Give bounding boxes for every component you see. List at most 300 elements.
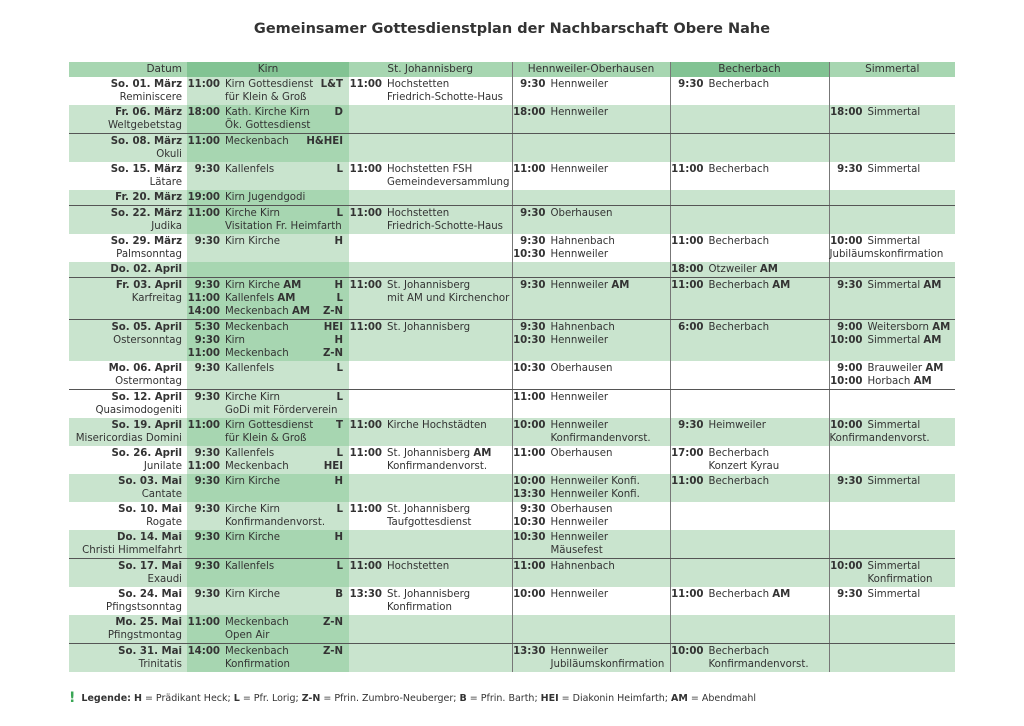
service-location-text: Meckenbach: [225, 136, 289, 147]
hennweiler-oberhausen-cell: [512, 162, 670, 190]
service-location: [863, 235, 956, 248]
service-entry: [349, 447, 512, 460]
service-location-text: Gemeindeversammlung: [387, 177, 510, 188]
service-time: 10:00: [671, 646, 704, 657]
date-label: So. 03. Mai: [118, 476, 182, 487]
communion-marker: AM: [932, 322, 951, 333]
service-location: [863, 419, 956, 432]
service-location-text: Jubiläumskonfirmation: [550, 659, 665, 670]
table-row: [69, 134, 955, 163]
service-location-text: Simmertal: [867, 420, 921, 431]
service-entry: [671, 658, 829, 671]
service-location: [220, 616, 323, 629]
table-row: [69, 320, 955, 362]
service-location-text: Kallenfels: [225, 363, 275, 374]
service-time: 10:30: [513, 249, 546, 260]
service-entry: [187, 616, 349, 629]
service-time: 9:30: [194, 236, 220, 247]
service-location-text: Becherbach: [708, 646, 770, 657]
service-time: 10:00: [830, 376, 863, 387]
communion-marker: AM: [291, 306, 310, 317]
service-location-text: Hennweiler: [550, 79, 609, 90]
liturgical-day: Junilate: [143, 461, 182, 472]
service-location-text: Kirche Kirn: [225, 392, 281, 403]
becherbach-cell: [670, 446, 829, 474]
simmertal-cell: [829, 390, 955, 419]
page-title: Gemeinsamer Gottesdienstplan der Nachbarschaft Obere Nahe: [253, 21, 771, 37]
date-label: So. 15. März: [110, 164, 182, 175]
service-location: [220, 119, 343, 132]
service-location-text: Oberhausen: [550, 448, 613, 459]
date-cell: [69, 390, 187, 419]
service-location-text: Oberhausen: [550, 208, 613, 219]
service-entry: [349, 163, 512, 176]
date-cell: [69, 615, 187, 644]
service-location: [220, 645, 323, 658]
date-label: Fr. 06. März: [115, 107, 182, 118]
service-entry: [187, 119, 349, 132]
st-johannisberg-cell: [349, 474, 512, 502]
pastor-code: HEI: [323, 461, 343, 472]
service-location-text: Ök. Gottesdienst: [225, 120, 311, 131]
date-cell: [69, 262, 187, 278]
service-location-text: St. Johannisberg: [387, 504, 471, 515]
service-location-text: Konfirmandenvorst.: [550, 433, 651, 444]
service-location: [220, 362, 337, 375]
service-time: 11:00: [187, 348, 220, 359]
service-location-text: Becherbach: [708, 448, 770, 459]
table-row: [69, 105, 955, 134]
becherbach-cell: [670, 320, 829, 362]
service-location: [220, 347, 323, 360]
service-location: [863, 588, 956, 601]
becherbach-cell: [670, 474, 829, 502]
legend-code: B: [459, 693, 467, 704]
service-location-text: Friedrich-Schotte-Haus: [387, 221, 503, 232]
liturgical-day: Lätare: [149, 177, 182, 188]
service-time: 11:00: [671, 280, 704, 291]
becherbach-cell: [670, 234, 829, 262]
st-johannisberg-cell: [349, 502, 512, 530]
date-label: So. 26. April: [111, 448, 182, 459]
table-row: [69, 190, 955, 206]
header-st-johannisberg: St. Johannisberg: [349, 62, 512, 77]
header-simmertal: Simmertal: [829, 62, 955, 77]
date-label: So. 19. April: [111, 420, 182, 431]
service-time: 18:00: [830, 107, 863, 118]
service-location-text: Kirn Kirche: [225, 280, 281, 291]
pastor-code: [343, 404, 349, 417]
hennweiler-oberhausen-cell: [512, 105, 670, 134]
service-location: [220, 629, 343, 642]
date-label: So. 31. Mai: [118, 646, 182, 657]
service-time: 11:00: [513, 164, 546, 175]
pastor-code: [343, 629, 349, 642]
table-row: [69, 530, 955, 559]
service-location-text: Oberhausen: [550, 504, 613, 515]
becherbach-cell: [670, 206, 829, 235]
service-time: 9:30: [837, 476, 863, 487]
simmertal-cell: [829, 418, 955, 446]
service-location: [546, 419, 670, 432]
service-entry: [830, 235, 956, 248]
service-entry: [187, 191, 349, 204]
becherbach-cell: [670, 105, 829, 134]
service-entry: [671, 475, 829, 488]
service-time: 9:00: [837, 322, 863, 333]
legend-code: AM: [671, 693, 688, 704]
service-entry: [513, 475, 670, 488]
service-location: [863, 334, 956, 347]
service-location: [546, 207, 670, 220]
service-location-text: Simmertal: [867, 589, 921, 600]
liturgical-day: Karfreitag: [131, 293, 182, 304]
date-cell: [69, 162, 187, 190]
service-location: [220, 419, 336, 432]
service-location-text: für Klein & Groß: [225, 433, 307, 444]
simmertal-cell: [829, 262, 955, 278]
service-time: 11:00: [187, 420, 220, 431]
hennweiler-oberhausen-cell: [512, 390, 670, 419]
service-location-text: Hennweiler: [550, 249, 609, 260]
service-location: [220, 391, 337, 404]
service-entry: [349, 588, 512, 601]
service-entry: [187, 531, 349, 544]
service-location-text: Hennweiler: [550, 420, 609, 431]
pastor-code: [343, 91, 349, 104]
becherbach-cell: [670, 587, 829, 615]
legend-code: Z-N: [301, 693, 321, 704]
service-time: 10:00: [830, 420, 863, 431]
service-time: 10:00: [513, 420, 546, 431]
legend-description: = Abendmahl: [687, 693, 757, 704]
service-time: 9:30: [194, 589, 220, 600]
legend-label: Legende:: [81, 693, 131, 704]
service-time: 9:30: [837, 589, 863, 600]
service-location: [863, 362, 956, 375]
service-location: [546, 560, 670, 573]
pastor-code: L: [336, 363, 343, 374]
service-location: [220, 404, 343, 417]
date-label: So. 01. März: [110, 79, 182, 90]
hennweiler-oberhausen-cell: [512, 206, 670, 235]
pastor-code: B: [335, 589, 343, 600]
service-time: 9:30: [520, 504, 546, 515]
service-time: 9:30: [837, 164, 863, 175]
service-location-text: Kallenfels: [225, 164, 275, 175]
service-time: 10:30: [513, 532, 546, 543]
service-location: [863, 279, 956, 292]
service-time: 11:00: [671, 589, 704, 600]
legend-items: [134, 693, 756, 704]
service-location-text: Simmertal: [867, 236, 921, 247]
communion-marker: AM: [925, 363, 944, 374]
service-location-text: Konfirmation: [225, 659, 290, 670]
header-hennweiler-oberhausen: Hennweiler-Oberhausen: [512, 62, 670, 77]
pastor-code: H: [334, 236, 343, 247]
pastor-code: Z-N: [323, 348, 343, 359]
service-time: 9:30: [520, 322, 546, 333]
service-location: [863, 475, 956, 488]
pastor-code: L: [336, 448, 343, 459]
service-location: [704, 475, 829, 488]
kirn-cell: [187, 418, 349, 446]
date-cell: [69, 530, 187, 559]
service-location: [220, 516, 343, 529]
liturgical-day: Quasimodogeniti: [95, 405, 182, 416]
date-cell: [69, 361, 187, 390]
service-entry: [671, 419, 829, 432]
becherbach-cell: [670, 615, 829, 644]
service-location: [863, 321, 956, 334]
kirn-cell: [187, 77, 349, 105]
hennweiler-oberhausen-cell: [512, 587, 670, 615]
service-location-text: Hochstetten: [387, 208, 450, 219]
service-time: 11:00: [349, 79, 382, 90]
hennweiler-oberhausen-cell: [512, 644, 670, 673]
service-location-text: Simmertal: [867, 107, 921, 118]
pastor-code: Z-N: [323, 646, 343, 657]
service-entry: [187, 334, 349, 347]
date-cell: [69, 418, 187, 446]
becherbach-cell: [670, 418, 829, 446]
service-entry: [187, 235, 349, 248]
date-label: Mo. 25. Mai: [115, 617, 182, 628]
service-time: 9:30: [194, 335, 220, 346]
table-row: [69, 559, 955, 588]
pastor-code: L: [336, 392, 343, 403]
service-time: 9:30: [520, 280, 546, 291]
liturgical-day: Exaudi: [147, 574, 182, 585]
pastor-code: H: [334, 280, 343, 291]
st-johannisberg-cell: [349, 390, 512, 419]
service-time: 11:00: [513, 392, 546, 403]
service-location: [382, 176, 512, 189]
service-location-text: Simmertal: [867, 164, 921, 175]
service-time: 11:00: [187, 208, 220, 219]
service-location-text: Hochstetten: [387, 561, 450, 572]
service-location: [830, 248, 956, 261]
service-time: 9:30: [194, 561, 220, 572]
service-location-text: Hennweiler: [550, 164, 609, 175]
hennweiler-oberhausen-cell: [512, 320, 670, 362]
pastor-code: H&HEI: [306, 136, 343, 147]
service-entry: [830, 334, 956, 347]
service-location: [382, 163, 512, 176]
service-location: [382, 220, 512, 233]
service-location: [863, 573, 956, 586]
service-location-text: Hennweiler: [550, 335, 609, 346]
service-entry: [830, 588, 956, 601]
service-location: [704, 321, 829, 334]
service-entry: [513, 432, 670, 445]
service-entry: [513, 334, 670, 347]
date-label: So. 22. März: [110, 208, 182, 219]
simmertal-cell: [829, 234, 955, 262]
hennweiler-oberhausen-cell: [512, 361, 670, 390]
liturgical-day: Judika: [151, 221, 182, 232]
service-entry: [830, 560, 956, 573]
st-johannisberg-cell: [349, 206, 512, 235]
service-time: 9:30: [194, 448, 220, 459]
service-time: 13:30: [349, 589, 382, 600]
table-row: [69, 418, 955, 446]
service-entry: [513, 106, 670, 119]
st-johannisberg-cell: [349, 190, 512, 206]
service-entry: [513, 658, 670, 671]
table-row: [69, 474, 955, 502]
st-johannisberg-cell: [349, 278, 512, 320]
header-datum: Datum: [69, 62, 187, 77]
service-location: [382, 321, 512, 334]
service-location-text: Visitation Fr. Heimfarth: [225, 221, 342, 232]
date-cell: [69, 77, 187, 105]
service-entry: [349, 601, 512, 614]
simmertal-cell: [829, 77, 955, 105]
service-location: [546, 163, 670, 176]
service-location: [704, 460, 829, 473]
service-location: [546, 279, 670, 292]
service-entry: [671, 460, 829, 473]
service-entry: [349, 176, 512, 189]
service-entry: [671, 321, 829, 334]
service-location-text: Becherbach: [708, 589, 770, 600]
service-time: 11:00: [349, 561, 382, 572]
becherbach-cell: [670, 502, 829, 530]
service-entry: [513, 560, 670, 573]
service-location: [546, 432, 670, 445]
hennweiler-oberhausen-cell: [512, 474, 670, 502]
service-location: [382, 279, 512, 292]
hennweiler-oberhausen-cell: [512, 134, 670, 163]
st-johannisberg-cell: [349, 234, 512, 262]
service-location-text: Hahnenbach: [550, 236, 615, 247]
date-label: Do. 02. April: [110, 264, 182, 275]
pastor-code: HEI: [323, 322, 343, 333]
becherbach-cell: [670, 162, 829, 190]
pastor-code: Z-N: [323, 617, 343, 628]
communion-marker: AM: [611, 280, 630, 291]
service-entry: [187, 419, 349, 432]
service-entry: [349, 503, 512, 516]
service-location: [704, 263, 829, 276]
service-location-text: Hennweiler Konfi.: [550, 489, 640, 500]
service-entry: [513, 645, 670, 658]
service-location-text: Weitersborn: [867, 322, 929, 333]
communion-marker: AM: [923, 335, 942, 346]
date-label: So. 29. März: [110, 236, 182, 247]
service-time: 11:00: [513, 448, 546, 459]
hennweiler-oberhausen-cell: [512, 77, 670, 105]
st-johannisberg-cell: [349, 320, 512, 362]
date-cell: [69, 105, 187, 134]
service-location: [546, 531, 670, 544]
date-label: Fr. 03. April: [115, 280, 182, 291]
service-location-text: Oberhausen: [550, 363, 613, 374]
hennweiler-oberhausen-cell: [512, 418, 670, 446]
service-entry: [349, 207, 512, 220]
hennweiler-oberhausen-cell: [512, 502, 670, 530]
communion-marker: AM: [283, 280, 302, 291]
service-time: 9:30: [520, 236, 546, 247]
kirn-cell: [187, 587, 349, 615]
service-location: [546, 645, 670, 658]
service-location-text: Meckenbach: [225, 348, 289, 359]
service-schedule-table: [69, 62, 955, 672]
service-time: 10:30: [513, 363, 546, 374]
service-entry: [513, 503, 670, 516]
st-johannisberg-cell: [349, 262, 512, 278]
date-cell: [69, 278, 187, 320]
service-location-text: Konfirmation: [867, 574, 933, 585]
service-entry: [187, 447, 349, 460]
service-location: [546, 235, 670, 248]
service-location: [546, 321, 670, 334]
service-location-text: Kirche Kirn: [225, 504, 281, 515]
service-entry: [187, 321, 349, 334]
service-entry: [830, 573, 956, 586]
becherbach-cell: [670, 361, 829, 390]
table-row: [69, 587, 955, 615]
table-row: [69, 206, 955, 235]
service-entry: [187, 106, 349, 119]
st-johannisberg-cell: [349, 77, 512, 105]
service-location: [546, 78, 670, 91]
service-entry: [513, 544, 670, 557]
service-entry: [187, 279, 349, 292]
becherbach-cell: [670, 262, 829, 278]
service-location-text: Becherbach: [708, 280, 770, 291]
service-time: 5:30: [194, 322, 220, 333]
st-johannisberg-cell: [349, 162, 512, 190]
service-location: [220, 207, 337, 220]
hennweiler-oberhausen-cell: [512, 262, 670, 278]
service-location: [546, 488, 670, 501]
service-location: [546, 658, 670, 671]
date-cell: [69, 559, 187, 588]
date-label: So. 12. April: [111, 392, 182, 403]
service-entry: [187, 91, 349, 104]
pastor-code: H: [334, 335, 343, 346]
service-time: 9:30: [194, 164, 220, 175]
service-location: [220, 78, 321, 91]
service-location: [704, 588, 829, 601]
service-location-text: Meckenbach: [225, 461, 289, 472]
service-time: 9:30: [194, 476, 220, 487]
communion-marker: AM: [923, 280, 942, 291]
becherbach-cell: [670, 530, 829, 559]
liturgical-day: Cantate: [141, 489, 182, 500]
liturgical-day: Ostersonntag: [113, 335, 182, 346]
communion-marker: AM: [772, 589, 791, 600]
becherbach-cell: [670, 278, 829, 320]
kirn-cell: [187, 278, 349, 320]
simmertal-cell: [829, 530, 955, 559]
service-entry: [187, 347, 349, 360]
communion-marker: AM: [277, 293, 296, 304]
exclamation-icon: !: [69, 690, 76, 706]
service-location-text: Hennweiler: [550, 107, 609, 118]
service-location: [704, 645, 829, 658]
service-time: 9:00: [837, 363, 863, 374]
service-location-text: Heimweiler: [708, 420, 766, 431]
service-location-text: Kirche Kirn: [225, 208, 281, 219]
service-location-text: Becherbach: [708, 236, 770, 247]
kirn-cell: [187, 559, 349, 588]
service-location-text: St. Johannisberg: [387, 322, 471, 333]
service-entry: [187, 432, 349, 445]
service-entry: [671, 263, 829, 276]
